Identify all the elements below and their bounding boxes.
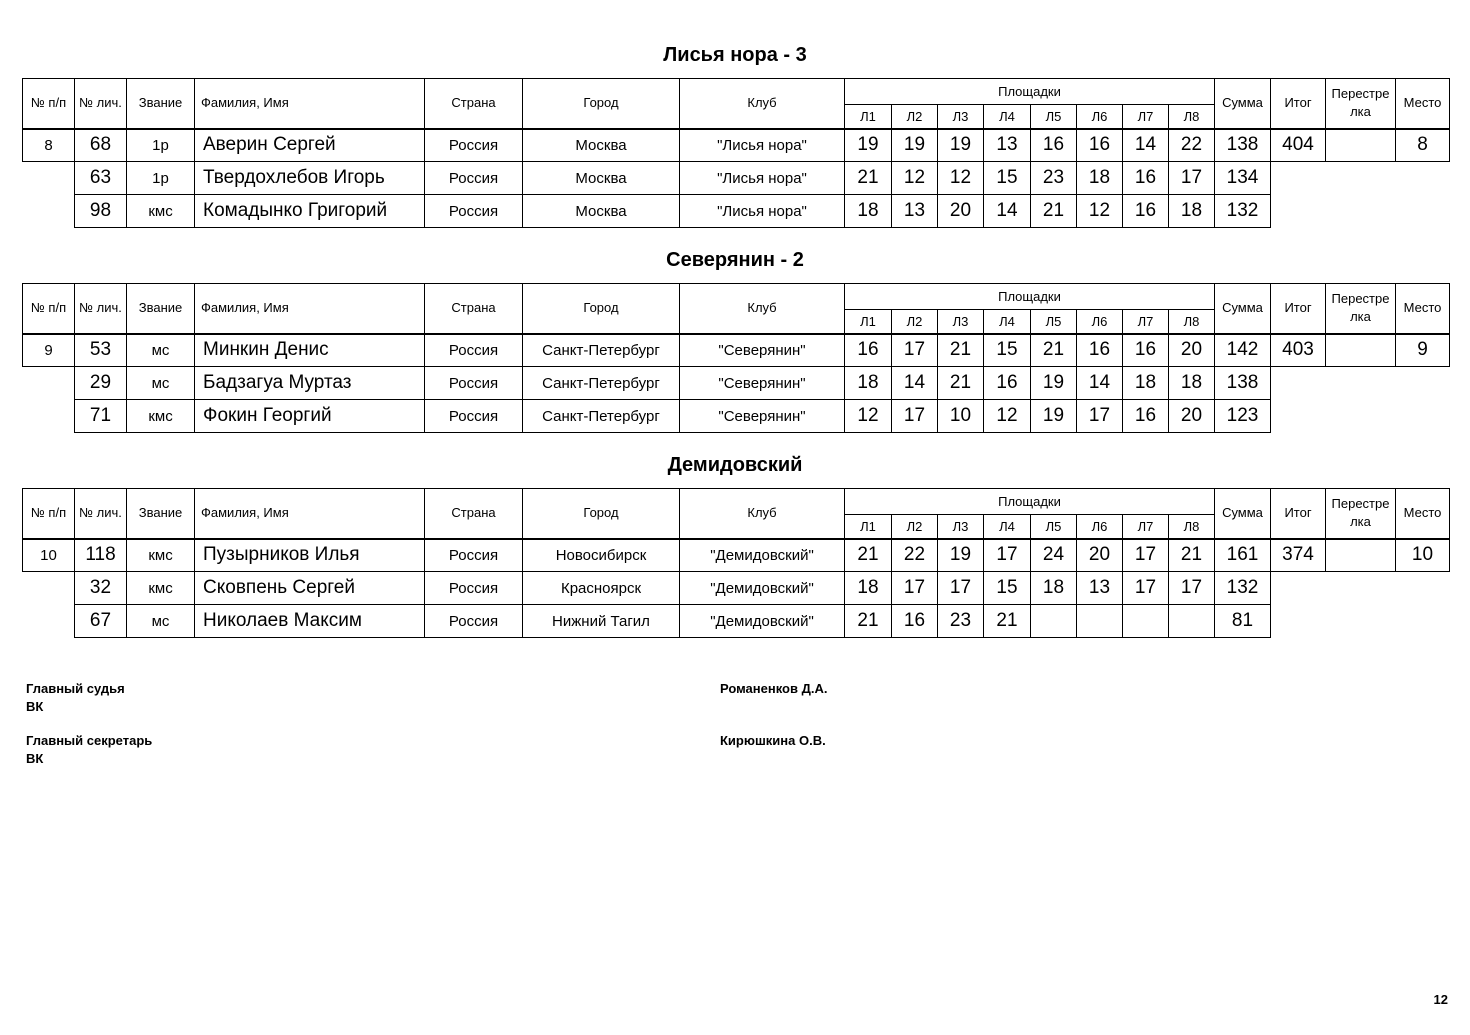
team-results-table <box>22 488 1450 638</box>
score-platform-2: 14 <box>892 367 938 400</box>
score-platform-8: 17 <box>1169 572 1215 605</box>
score-platform-3: 21 <box>938 367 984 400</box>
score-platform-6: 13 <box>1077 572 1123 605</box>
table-row <box>23 572 1450 605</box>
chief-judge-category: ВК <box>26 699 44 714</box>
header-platform-7: Л7 <box>1123 310 1169 334</box>
score-platform-5: 21 <box>1031 334 1077 367</box>
score-platform-5: 19 <box>1031 400 1077 433</box>
header-total: Итог <box>1271 284 1326 334</box>
score-platform-7: 17 <box>1123 572 1169 605</box>
country: Россия <box>425 400 523 433</box>
score-platform-5 <box>1031 605 1077 638</box>
city: Красноярск <box>523 572 680 605</box>
city: Санкт-Петербург <box>523 367 680 400</box>
empty-cell <box>1326 400 1396 433</box>
chief-secretary-name: Кирюшкина О.В. <box>720 733 826 748</box>
header-platform-7: Л7 <box>1123 515 1169 539</box>
empty-cell <box>1271 367 1326 400</box>
header-name: Фамилия, Имя <box>195 284 425 334</box>
place: 8 <box>1396 129 1450 162</box>
score-platform-2: 13 <box>892 195 938 228</box>
score-platform-6 <box>1077 605 1123 638</box>
score-platform-6: 16 <box>1077 129 1123 162</box>
score-platform-2: 16 <box>892 605 938 638</box>
team-total: 403 <box>1271 334 1326 367</box>
score-platform-8: 18 <box>1169 367 1215 400</box>
header-platform-8: Л8 <box>1169 105 1215 129</box>
header-name: Фамилия, Имя <box>195 489 425 539</box>
score-platform-7: 16 <box>1123 400 1169 433</box>
empty-cell <box>1396 605 1450 638</box>
score-platform-5: 24 <box>1031 539 1077 572</box>
personal-number: 118 <box>75 539 127 572</box>
header-club: Клуб <box>680 489 845 539</box>
empty-cell <box>1271 605 1326 638</box>
header-platform-2: Л2 <box>892 310 938 334</box>
club: "Демидовский" <box>680 572 845 605</box>
header-shootoff: Перестре лка <box>1326 489 1396 539</box>
rank: кмс <box>127 400 195 433</box>
header-city: Город <box>523 79 680 129</box>
team-number: 9 <box>23 334 75 367</box>
header-country: Страна <box>425 284 523 334</box>
empty-cell <box>1396 572 1450 605</box>
sum: 138 <box>1215 367 1271 400</box>
header-rank: Звание <box>127 79 195 129</box>
country: Россия <box>425 367 523 400</box>
score-platform-4: 16 <box>984 367 1031 400</box>
header-place: Место <box>1396 489 1450 539</box>
empty-cell <box>23 605 75 638</box>
header-place: Место <box>1396 79 1450 129</box>
score-platform-1: 21 <box>845 162 892 195</box>
club: "Северянин" <box>680 367 845 400</box>
score-platform-4: 13 <box>984 129 1031 162</box>
score-platform-2: 17 <box>892 400 938 433</box>
header-platform-8: Л8 <box>1169 310 1215 334</box>
athlete-name: Пузырников Илья <box>195 539 425 572</box>
header-platform-6: Л6 <box>1077 105 1123 129</box>
rank: 1р <box>127 129 195 162</box>
empty-cell <box>23 367 75 400</box>
athlete-name: Бадзагуа Муртаз <box>195 367 425 400</box>
score-platform-8: 21 <box>1169 539 1215 572</box>
header-num: № п/п <box>23 284 75 334</box>
header-sum: Сумма <box>1215 79 1271 129</box>
header-platform-1: Л1 <box>845 310 892 334</box>
header-platforms: Площадки <box>845 284 1215 310</box>
city: Санкт-Петербург <box>523 400 680 433</box>
header-num: № п/п <box>23 79 75 129</box>
country: Россия <box>425 195 523 228</box>
score-platform-1: 18 <box>845 572 892 605</box>
sum: 123 <box>1215 400 1271 433</box>
score-platform-4: 15 <box>984 572 1031 605</box>
athlete-name: Аверин Сергей <box>195 129 425 162</box>
club: "Демидовский" <box>680 539 845 572</box>
country: Россия <box>425 162 523 195</box>
header-country: Страна <box>425 79 523 129</box>
sum: 81 <box>1215 605 1271 638</box>
header-platform-5: Л5 <box>1031 105 1077 129</box>
header-num: № п/п <box>23 489 75 539</box>
header-platform-1: Л1 <box>845 515 892 539</box>
score-platform-7: 18 <box>1123 367 1169 400</box>
empty-cell <box>1271 400 1326 433</box>
team-title: Лисья нора - 3 <box>663 44 807 66</box>
score-platform-3: 20 <box>938 195 984 228</box>
score-platform-7 <box>1123 605 1169 638</box>
page-number: 12 <box>1433 992 1448 1007</box>
shootoff <box>1326 539 1396 572</box>
empty-cell <box>1326 162 1396 195</box>
table-row <box>23 367 1450 400</box>
chief-secretary-label: Главный секретарь <box>26 733 153 748</box>
score-platform-5: 18 <box>1031 572 1077 605</box>
header-platform-5: Л5 <box>1031 515 1077 539</box>
header-rank: Звание <box>127 284 195 334</box>
chief-judge-label: Главный судья <box>26 681 125 696</box>
score-platform-4: 17 <box>984 539 1031 572</box>
team-results-table <box>22 78 1450 228</box>
header-city: Город <box>523 284 680 334</box>
club: "Демидовский" <box>680 605 845 638</box>
athlete-name: Николаев Максим <box>195 605 425 638</box>
header-club: Клуб <box>680 79 845 129</box>
empty-cell <box>1396 400 1450 433</box>
place: 10 <box>1396 539 1450 572</box>
header-sum: Сумма <box>1215 284 1271 334</box>
header-platform-5: Л5 <box>1031 310 1077 334</box>
table-row <box>23 400 1450 433</box>
chief-judge-block <box>26 680 125 716</box>
score-platform-6: 12 <box>1077 195 1123 228</box>
empty-cell <box>1326 195 1396 228</box>
chief-judge-name: Романенков Д.А. <box>720 681 828 696</box>
team-title: Демидовский <box>667 454 803 476</box>
header-platform-3: Л3 <box>938 310 984 334</box>
score-platform-3: 10 <box>938 400 984 433</box>
header-sum: Сумма <box>1215 489 1271 539</box>
score-platform-8: 17 <box>1169 162 1215 195</box>
country: Россия <box>425 539 523 572</box>
header-shootoff: Перестре лка <box>1326 284 1396 334</box>
country: Россия <box>425 572 523 605</box>
team-total: 404 <box>1271 129 1326 162</box>
personal-number: 68 <box>75 129 127 162</box>
score-platform-4: 15 <box>984 334 1031 367</box>
personal-number: 32 <box>75 572 127 605</box>
club: "Лисья нора" <box>680 195 845 228</box>
header-platform-2: Л2 <box>892 105 938 129</box>
sum: 132 <box>1215 572 1271 605</box>
score-platform-4: 21 <box>984 605 1031 638</box>
score-platform-7: 16 <box>1123 334 1169 367</box>
header-personal-num: № лич. <box>75 489 127 539</box>
personal-number: 71 <box>75 400 127 433</box>
header-platforms: Площадки <box>845 489 1215 515</box>
athlete-name: Комадынко Григорий <box>195 195 425 228</box>
score-platform-8: 18 <box>1169 195 1215 228</box>
header-platform-8: Л8 <box>1169 515 1215 539</box>
header-total: Итог <box>1271 79 1326 129</box>
shootoff <box>1326 334 1396 367</box>
score-platform-1: 21 <box>845 539 892 572</box>
rank: кмс <box>127 572 195 605</box>
team-number: 10 <box>23 539 75 572</box>
score-platform-7: 16 <box>1123 162 1169 195</box>
empty-cell <box>1396 195 1450 228</box>
score-platform-2: 17 <box>892 572 938 605</box>
athlete-name: Сковпень Сергей <box>195 572 425 605</box>
personal-number: 98 <box>75 195 127 228</box>
country: Россия <box>425 334 523 367</box>
header-rank: Звание <box>127 489 195 539</box>
empty-cell <box>1271 162 1326 195</box>
place: 9 <box>1396 334 1450 367</box>
table-row <box>23 162 1450 195</box>
table-row <box>23 334 1450 367</box>
score-platform-3: 17 <box>938 572 984 605</box>
header-platform-3: Л3 <box>938 515 984 539</box>
score-platform-1: 18 <box>845 195 892 228</box>
score-platform-8: 20 <box>1169 334 1215 367</box>
empty-cell <box>23 572 75 605</box>
empty-cell <box>1396 162 1450 195</box>
team-number: 8 <box>23 129 75 162</box>
score-platform-7: 14 <box>1123 129 1169 162</box>
score-platform-3: 19 <box>938 539 984 572</box>
score-platform-6: 16 <box>1077 334 1123 367</box>
shootoff <box>1326 129 1396 162</box>
score-platform-8 <box>1169 605 1215 638</box>
score-platform-6: 14 <box>1077 367 1123 400</box>
header-club: Клуб <box>680 284 845 334</box>
header-platform-4: Л4 <box>984 105 1031 129</box>
empty-cell <box>1271 195 1326 228</box>
score-platform-3: 21 <box>938 334 984 367</box>
score-platform-5: 23 <box>1031 162 1077 195</box>
empty-cell <box>23 400 75 433</box>
score-platform-7: 16 <box>1123 195 1169 228</box>
sum: 132 <box>1215 195 1271 228</box>
score-platform-5: 21 <box>1031 195 1077 228</box>
score-platform-2: 17 <box>892 334 938 367</box>
empty-cell <box>23 162 75 195</box>
header-shootoff: Перестре лка <box>1326 79 1396 129</box>
score-platform-3: 12 <box>938 162 984 195</box>
table-row <box>23 129 1450 162</box>
personal-number: 53 <box>75 334 127 367</box>
header-platform-1: Л1 <box>845 105 892 129</box>
header-name: Фамилия, Имя <box>195 79 425 129</box>
rank: мс <box>127 367 195 400</box>
rank: кмс <box>127 195 195 228</box>
header-city: Город <box>523 489 680 539</box>
empty-cell <box>1326 605 1396 638</box>
score-platform-1: 12 <box>845 400 892 433</box>
athlete-name: Твердохлебов Игорь <box>195 162 425 195</box>
rank: кмс <box>127 539 195 572</box>
sum: 134 <box>1215 162 1271 195</box>
country: Россия <box>425 605 523 638</box>
country: Россия <box>425 129 523 162</box>
score-platform-4: 12 <box>984 400 1031 433</box>
score-platform-3: 23 <box>938 605 984 638</box>
table-row <box>23 605 1450 638</box>
rank: мс <box>127 334 195 367</box>
score-platform-4: 14 <box>984 195 1031 228</box>
empty-cell <box>1326 572 1396 605</box>
city: Нижний Тагил <box>523 605 680 638</box>
header-platform-2: Л2 <box>892 515 938 539</box>
header-place: Место <box>1396 284 1450 334</box>
table-row <box>23 539 1450 572</box>
score-platform-4: 15 <box>984 162 1031 195</box>
header-platform-6: Л6 <box>1077 310 1123 334</box>
score-platform-2: 12 <box>892 162 938 195</box>
header-total: Итог <box>1271 489 1326 539</box>
club: "Северянин" <box>680 400 845 433</box>
city: Москва <box>523 129 680 162</box>
empty-cell <box>1326 367 1396 400</box>
score-platform-2: 19 <box>892 129 938 162</box>
empty-cell <box>1271 572 1326 605</box>
city: Новосибирск <box>523 539 680 572</box>
city: Москва <box>523 195 680 228</box>
score-platform-1: 18 <box>845 367 892 400</box>
header-platform-6: Л6 <box>1077 515 1123 539</box>
score-platform-6: 20 <box>1077 539 1123 572</box>
chief-secretary-category: ВК <box>26 751 44 766</box>
score-platform-8: 22 <box>1169 129 1215 162</box>
empty-cell <box>23 195 75 228</box>
city: Москва <box>523 162 680 195</box>
club: "Лисья нора" <box>680 162 845 195</box>
header-platform-4: Л4 <box>984 310 1031 334</box>
team-title: Северянин - 2 <box>666 249 804 271</box>
personal-number: 63 <box>75 162 127 195</box>
score-platform-6: 17 <box>1077 400 1123 433</box>
rank: мс <box>127 605 195 638</box>
athlete-name: Минкин Денис <box>195 334 425 367</box>
score-platform-5: 19 <box>1031 367 1077 400</box>
score-platform-6: 18 <box>1077 162 1123 195</box>
sum: 142 <box>1215 334 1271 367</box>
sum: 161 <box>1215 539 1271 572</box>
score-platform-2: 22 <box>892 539 938 572</box>
personal-number: 29 <box>75 367 127 400</box>
header-personal-num: № лич. <box>75 79 127 129</box>
team-total: 374 <box>1271 539 1326 572</box>
rank: 1р <box>127 162 195 195</box>
header-country: Страна <box>425 489 523 539</box>
score-platform-8: 20 <box>1169 400 1215 433</box>
header-platform-7: Л7 <box>1123 105 1169 129</box>
score-platform-1: 19 <box>845 129 892 162</box>
header-personal-num: № лич. <box>75 284 127 334</box>
club: "Северянин" <box>680 334 845 367</box>
header-platforms: Площадки <box>845 79 1215 105</box>
empty-cell <box>1396 367 1450 400</box>
score-platform-1: 21 <box>845 605 892 638</box>
team-results-table <box>22 283 1450 433</box>
table-row <box>23 195 1450 228</box>
score-platform-7: 17 <box>1123 539 1169 572</box>
score-platform-5: 16 <box>1031 129 1077 162</box>
chief-secretary-block <box>26 732 152 768</box>
club: "Лисья нора" <box>680 129 845 162</box>
score-platform-3: 19 <box>938 129 984 162</box>
header-platform-4: Л4 <box>984 515 1031 539</box>
athlete-name: Фокин Георгий <box>195 400 425 433</box>
header-platform-3: Л3 <box>938 105 984 129</box>
personal-number: 67 <box>75 605 127 638</box>
city: Санкт-Петербург <box>523 334 680 367</box>
score-platform-1: 16 <box>845 334 892 367</box>
sum: 138 <box>1215 129 1271 162</box>
